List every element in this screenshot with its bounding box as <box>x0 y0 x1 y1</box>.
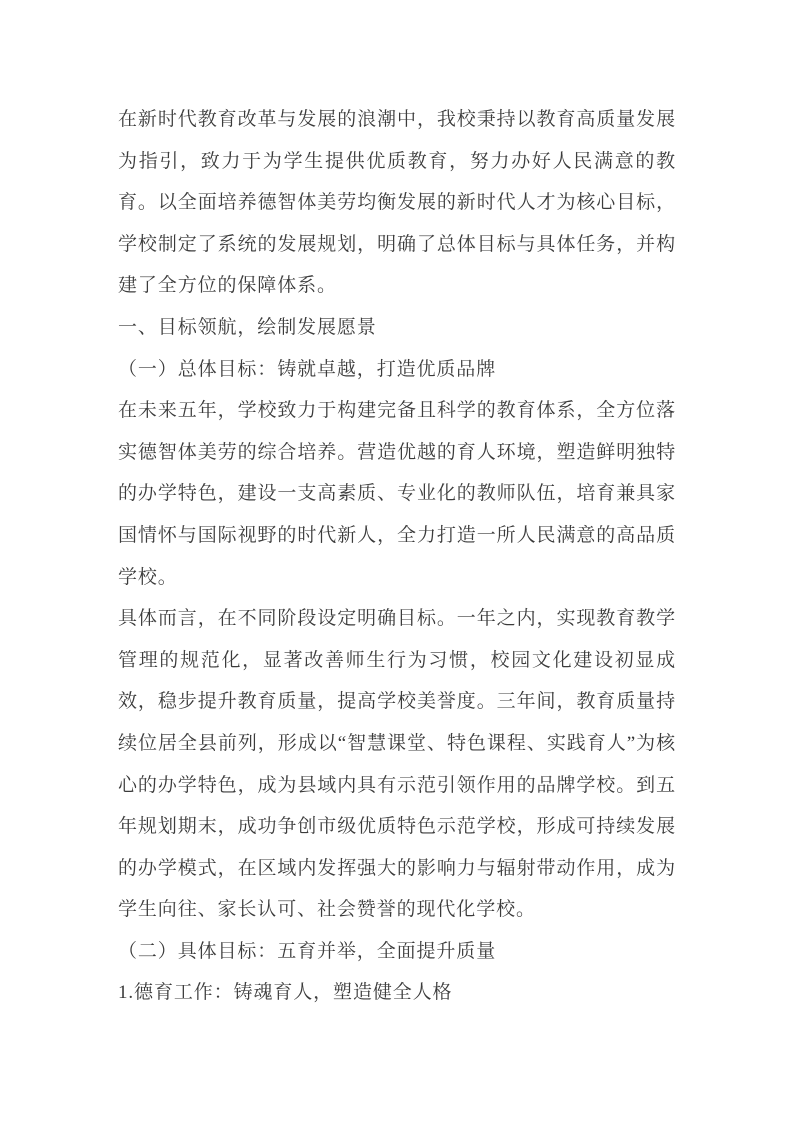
paragraph-intro: 在新时代教育改革与发展的浪潮中，我校秉持以教育高质量发展为指引，致力于为学生提供优质教育，努力办好人民满意的教育。以全面培养德智体美劳均衡发展的新时代人才为核心目标，学校制定了系统的发展规划，明确了总体目标与具体任务，并构建了全方位的保障体系。 <box>118 109 676 297</box>
item-heading-moral-education: 1.德育工作：铸魂育人，塑造健全人格 <box>118 982 453 1004</box>
section-heading-goals: 一、目标领航，绘制发展愿景 <box>118 316 377 338</box>
document-text-block <box>118 99 676 1014</box>
subsection-heading-specific-goals: （二）具体目标：五育并举，全面提升质量 <box>118 940 497 962</box>
subsection-heading-overall-goal: （一）总体目标：铸就卓越，打造优质品牌 <box>118 358 497 380</box>
paragraph-stage-goals: 具体而言，在不同阶段设定明确目标。一年之内，实现教育教学管理的规范化，显著改善师生行为习惯，校园文化建设初显成效，稳步提升教育质量，提高学校美誉度。三年间，教育质量持续位居全县前列，形成以“智慧课堂、特色课程、实践育人”为核心的办学特色，成为县域内具有示范引领作用的品牌学校。到五年规划期末，成功争创市级优质特色示范学校，形成可持续发展的办学模式，在区域内发挥强大的影响力与辐射带动作用，成为学生向往、家长认可、社会赞誉的现代化学校。 <box>118 608 676 921</box>
paragraph-five-year-vision: 在未来五年，学校致力于构建完备且科学的教育体系，全方位落实德智体美劳的综合培养。营造优越的育人环境，塑造鲜明独特的办学特色，建设一支高素质、专业化的教师队伍，培育兼具家国情怀与国际视野的时代新人，全力打造一所人民满意的高品质学校。 <box>118 400 676 588</box>
